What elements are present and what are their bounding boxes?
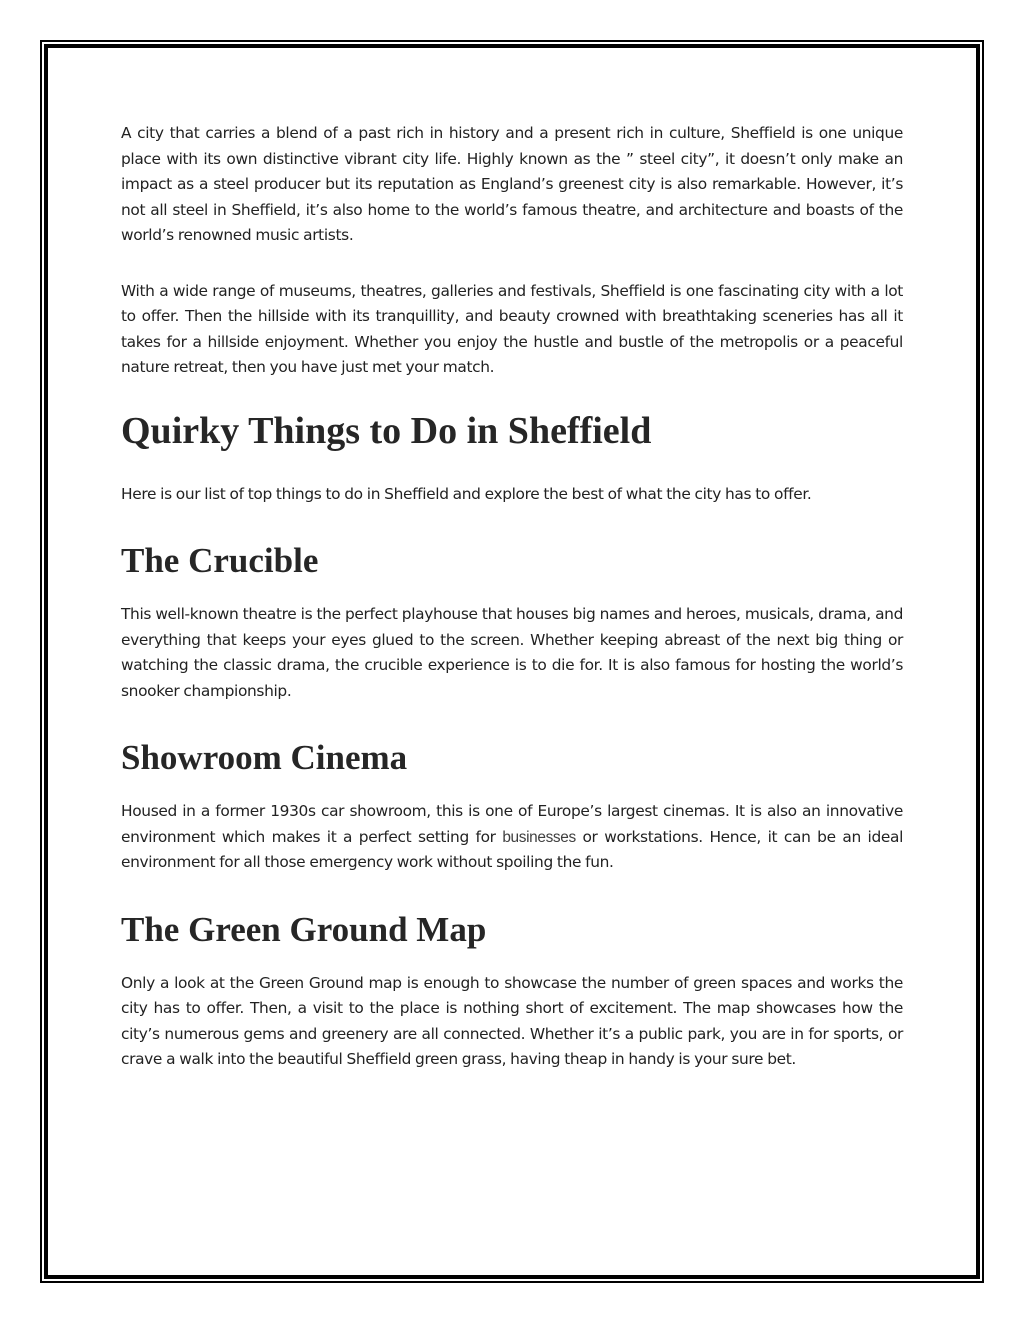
businesses-link[interactable]: businesses xyxy=(502,828,576,846)
main-heading: Quirky Things to Do in Sheffield xyxy=(121,409,652,452)
intro-paragraph-2: With a wide range of museums, theatres, galleries and festivals, Sheffield is one fascinating city with a lot to offer. Then the hillside with its tranquillity, and beauty crowned with breathtaking sceneries has all it takes for a hillside enjoyment. Whether you enjoy the hustle and bustle of the metropolis or a peaceful nature retreat, then you have just met your match. xyxy=(121,281,903,376)
document-body xyxy=(121,121,903,1073)
showroom-heading: Showroom Cinema xyxy=(121,738,408,777)
showroom-paragraph xyxy=(121,799,903,876)
showroom-text-start: Housed in a former 1930s car showroom, this is one of Europe’s largest cinemas. It is also an innovative environment which makes it a perfect setting for xyxy=(121,802,903,846)
crucible-paragraph: This well-known theatre is the perfect playhouse that houses big names and heroes, musicals, drama, and everything that keeps your eyes glued to the screen. Whether keeping abreast of the next big thing or watching the classic drama, the crucible experience is to die for. It is also famous for hosting the world’s snooker championship. xyxy=(121,605,903,700)
crucible-heading: The Crucible xyxy=(121,541,319,580)
intro-paragraph-1: A city that carries a blend of a past rich in history and a present rich in culture, Sheffield is one unique place with its own distinctive vibrant city life. Highly known as the ” steel city”, it doesn’t only make an impact as a steel producer but its reputation as England’s greenest city is also remarkable. However, it’s not all steel in Sheffield, it’s also home to the world’s famous theatre, and architecture and boasts of the world’s renowned music artists. xyxy=(121,124,903,244)
green-map-heading: The Green Ground Map xyxy=(121,909,487,949)
list-intro-paragraph: Here is our list of top things to do in Sheffield and explore the best of what the city has to offer. xyxy=(121,484,812,503)
green-map-paragraph: Only a look at the Green Ground map is enough to showcase the number of green spaces and works the city has to offer. Then, a visit to the place is nothing short of excitement. The map showcases how the city’s numerous gems and greenery are all connected. Whether it’s a public park, you are in for sports, or crave a walk into the beautiful Sheffield green grass, having theap in handy is your sure bet. xyxy=(121,973,903,1068)
showroom-text-end: or workstations. Hence, it can be an ideal environment for all those emergency work without spoiling the fun. xyxy=(121,827,903,871)
